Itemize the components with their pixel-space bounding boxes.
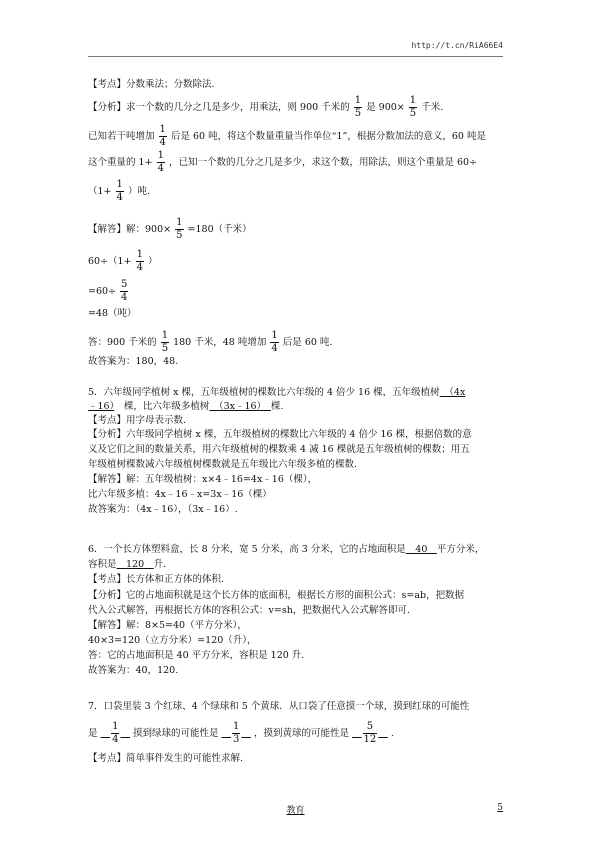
calc-4-line2 <box>88 280 129 303</box>
header-rule <box>88 56 503 57</box>
text: 是 <box>88 728 98 739</box>
question-5-line1 <box>88 386 465 399</box>
fraction-1-4: $\frac{1}{4}$ <box>112 721 119 745</box>
answer-blank <box>222 721 251 745</box>
answer-blank: （4x <box>439 387 466 398</box>
fraction-1-5: $\frac{1}{5}$ <box>409 95 417 119</box>
question-5-line2 <box>88 400 283 413</box>
fenxi-5-line3: 年级植树棵数减六年级植树棵数就是五年级比六年级多植的棵数. <box>88 459 358 470</box>
text: 棵，比六年级多植树 <box>114 401 210 412</box>
jieda-6-line1: 【解答】解：8×5=40（平方分米）， <box>88 620 247 631</box>
text: ） <box>148 256 158 267</box>
jieda-6-line2: 40×3=120（立方分米）=120（升）， <box>88 635 257 646</box>
text: 容积是 <box>88 559 117 570</box>
answer-6: 故答案为：40，120. <box>88 665 179 676</box>
question-7-line2 <box>88 722 394 745</box>
text: 后是 60 吨，将这个数量重量当作单位“1”，根据分数加法的意义，60 吨是 <box>170 131 486 142</box>
text: 摸到绿球的可能性是 <box>132 728 219 739</box>
answer-blank: 120 <box>116 559 154 570</box>
fraction-1-4: $\frac{1}{4}$ <box>116 179 123 203</box>
footer-center-text: 教育 <box>286 806 305 816</box>
calc-4-line1 <box>88 250 158 273</box>
text: 60÷（1+ <box>88 256 132 267</box>
question-6-line1 <box>88 543 484 556</box>
text: =180（千米） <box>187 224 252 235</box>
text: 千米. <box>421 102 444 113</box>
text: 棵. <box>270 401 284 412</box>
answer-5: 故答案为：（4x﹣16），（3x﹣16）. <box>88 504 238 515</box>
jieda-4 <box>88 218 252 241</box>
answer-6-text: 答：它的占地面积是 40 平方分米，容积是 120 升. <box>88 650 305 661</box>
question-7-line1: 7．口袋里装 3 个红球、4 个绿球和 5 个黄球．从口袋了任意摸一个球，摸到红球的可能性 <box>88 701 470 712</box>
text: 答：900 千米的 <box>88 337 157 348</box>
fenxi-4-line2 <box>88 125 486 148</box>
page-number: 5 <box>497 803 503 813</box>
answer-blank: （3x﹣16） <box>209 401 271 412</box>
text: 是 900× <box>366 102 405 113</box>
page-footer <box>88 803 503 817</box>
fenxi-6-line2: 代入公式解答，再根据长方体的容积公式：v=sh，把数据代入公式解答即可. <box>88 605 410 616</box>
kaodian-5: 【考点】用字母表示数. <box>88 415 187 426</box>
text: . <box>390 728 394 739</box>
answer-4-text <box>88 331 332 354</box>
kaodian-6: 【考点】长方体和正方体的体积. <box>88 574 225 585</box>
fenxi-5-line1: 【分析】六年级同学植树 x 棵，五年级植树的棵数比六年级的 4 倍少 16 棵，根据倍数的意 <box>88 429 472 440</box>
text: 【分析】求一个数的几分之几是多少，用乘法，则 900 千米的 <box>88 102 350 113</box>
fraction-1-4: $\frac{1}{4}$ <box>159 124 166 148</box>
jieda-5-line2: 比六年级多植：4x﹣16﹣x=3x﹣16（棵） <box>88 489 272 500</box>
fraction-1-4: $\frac{1}{4}$ <box>271 330 278 354</box>
text: ，已知一个数的几分之几是多少，求这个数，用除法，则这个重量是 60÷ <box>168 157 478 168</box>
fenxi-5-line2: 义及它们之间的数量关系，用六年级植树的棵数乘 4 减 16 棵就是五年级植树的棵数；用五 <box>88 444 470 455</box>
kaodian-4: 【考点】分数乘法；分数除法. <box>88 79 215 90</box>
fraction-1-5: $\frac{1}{5}$ <box>176 217 183 241</box>
fraction-1-4: $\frac{1}{4}$ <box>136 249 143 273</box>
text: 平方分米， <box>436 544 485 555</box>
answer-4: 故答案为：180，48. <box>88 356 179 367</box>
fraction-5-4: $\frac{5}{4}$ <box>121 279 128 303</box>
text: 这个重量的 1+ <box>88 157 153 168</box>
text: 6．一个长方体塑料盒，长 8 分米，宽 5 分米，高 3 分米，它的占地面积是 <box>88 544 406 555</box>
fraction-5-12: $\frac{5}{12}$ <box>363 721 377 745</box>
text: 5．六年级同学植树 x 棵，五年级植树的棵数比六年级的 4 倍少 16 棵，五年级植树 <box>88 387 440 398</box>
text: 后是 60 吨. <box>282 337 333 348</box>
fraction-1-4: $\frac{1}{4}$ <box>157 150 164 174</box>
question-6-line2 <box>88 558 166 571</box>
answer-blank <box>101 721 130 745</box>
fraction-1-3: $\frac{1}{3}$ <box>233 721 240 745</box>
text: 【解答】解：900× <box>88 224 172 235</box>
calc-4-line3: =48（吨） <box>88 308 137 319</box>
fenxi-6-line1: 【分析】它的占地面积就是这个长方体的底面积，根据长方形的面积公式：s=ab，把数据 <box>88 590 465 601</box>
fenxi-4-line4 <box>88 180 150 203</box>
fraction-1-5: $\frac{1}{5}$ <box>354 95 362 119</box>
text: ，摸到黄球的可能性是 <box>253 728 349 739</box>
text: 已知若干吨增加 <box>88 131 155 142</box>
fenxi-4-line1 <box>88 96 443 119</box>
header-url: http://t.cn/RiA66E4 <box>411 41 503 50</box>
jieda-5-line1: 【解答】解：五年级植树：x×4﹣16=4x﹣16（棵）， <box>88 474 318 485</box>
text: 升. <box>153 559 167 570</box>
text: （1+ <box>88 186 112 197</box>
text: 180 千米，48 吨增加 <box>173 337 267 348</box>
text: ）吨. <box>127 186 150 197</box>
fenxi-4-line3 <box>88 151 477 174</box>
answer-blank: ﹣16） <box>88 401 115 412</box>
answer-blank: 40 <box>405 544 437 555</box>
kaodian-7: 【考点】简单事件发生的可能性求解. <box>88 753 244 764</box>
answer-blank <box>352 721 388 745</box>
fraction-1-5: $\frac{1}{5}$ <box>161 330 169 354</box>
text: =60÷ <box>88 286 117 297</box>
